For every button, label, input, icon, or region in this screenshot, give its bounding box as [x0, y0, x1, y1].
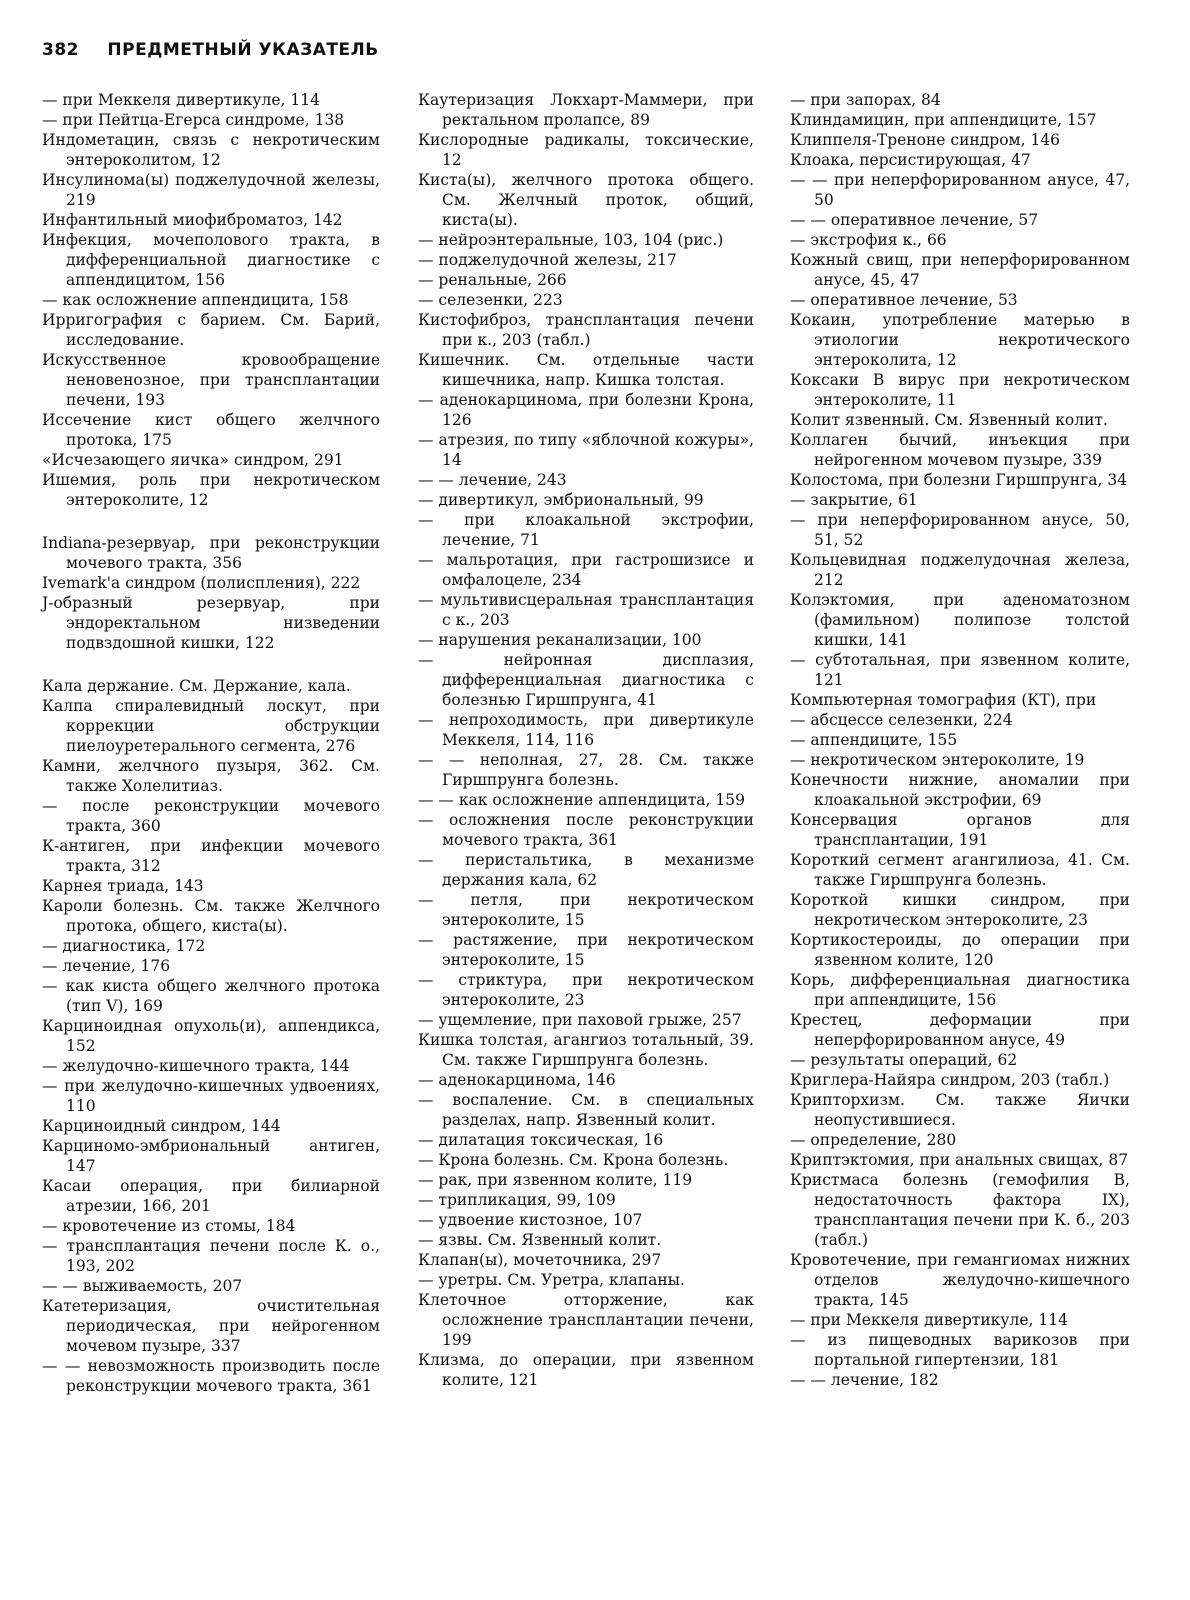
index-entry: Indiana-резервуар, при реконструкции мочевого тракта, 356 [42, 534, 380, 572]
index-entry: — из пищеводных варикозов при портальной гипертензии, 181 [790, 1331, 1130, 1369]
index-entry: Катетеризация, очистительная периодическая, при нейрогенном мочевом пузыре, 337 [42, 1297, 380, 1355]
index-entry: — — невозможность производить после реконструкции мочевого тракта, 361 [42, 1357, 380, 1395]
index-entry: «Исчезающего яичка» синдром, 291 [42, 451, 344, 469]
index-entry: — диагностика, 172 [42, 937, 206, 955]
running-header [42, 40, 379, 60]
index-entry: Иссечение кист общего желчного протока, 175 [42, 411, 380, 449]
index-entry: — нейронная дисплазия, дифференциальная диагностика с болезнью Гиршпрунга, 41 [418, 651, 754, 709]
index-entry: — рак, при язвенном колите, 119 [418, 1171, 693, 1189]
index-entry: Колит язвенный. См. Язвенный колит. [790, 411, 1108, 429]
index-entry: Криглера-Найяра синдром, 203 (табл.) [790, 1071, 1110, 1089]
index-entry: Карциноидный синдром, 144 [42, 1117, 281, 1135]
index-entry: — селезенки, 223 [418, 291, 563, 309]
index-entry: Короткой кишки синдром, при некротическом энтероколите, 23 [790, 891, 1130, 929]
index-entry: — воспаление. См. в специальных разделах, напр. Язвенный колит. [418, 1091, 754, 1129]
index-entry: — трипликация, 99, 109 [418, 1191, 616, 1209]
index-entry: Камни, желчного пузыря, 362. См. также Холелитиаз. [42, 757, 380, 795]
index-entry: Искусственное кровообращение неновенозное, при трансплантации печени, 193 [42, 351, 380, 409]
index-entry: — — неполная, 27, 28. См. также Гиршпрунга болезнь. [418, 751, 754, 789]
index-entry: Инфантильный миофиброматоз, 142 [42, 211, 343, 229]
index-entry: — как осложнение аппендицита, 158 [42, 291, 349, 309]
index-entry: — при клоакальной экстрофии, лечение, 71 [418, 511, 754, 549]
index-entry: Клапан(ы), мочеточника, 297 [418, 1251, 662, 1269]
index-entry: Крестец, деформации при неперфорированном анусе, 49 [790, 1011, 1130, 1049]
index-entry: Каутеризация Локхарт-Маммери, при ректальном пролапсе, 89 [418, 91, 754, 129]
index-entry: — язвы. См. Язвенный колит. [418, 1231, 662, 1249]
index-entry: — ренальные, 266 [418, 271, 567, 289]
index-entry: Ирригография с барием. См. Барий, исследование. [42, 311, 380, 349]
index-entry: Карциномо-эмбриональный антиген, 147 [42, 1137, 380, 1175]
index-entry: Колэктомия, при аденоматозном (фамильном) полипозе толстой кишки, 141 [790, 591, 1130, 649]
index-entry: Кольцевидная поджелудочная железа, 212 [790, 551, 1130, 589]
index-entry: — закрытие, 61 [790, 491, 918, 509]
index-entry: Индометацин, связь с некротическим энтероколитом, 12 [42, 131, 380, 169]
index-entry: Кортикостероиды, до операции при язвенном колите, 120 [790, 931, 1130, 969]
index-entry: Кислородные радикалы, токсические, 12 [418, 131, 754, 169]
index-entry: — — при неперфорированном анусе, 47, 50 [790, 171, 1130, 209]
index-entry: Кароли болезнь. См. также Желчного протока, общего, киста(ы). [42, 897, 380, 935]
index-column-2 [418, 90, 754, 1390]
index-entry: — результаты операций, 62 [790, 1051, 1018, 1069]
index-entry: — мальротация, при гастрошизисе и омфалоцеле, 234 [418, 551, 754, 589]
index-entry: — трансплантация печени после К. о., 193, 202 [42, 1237, 380, 1275]
index-entry: — при Меккеля дивертикуле, 114 [42, 91, 320, 109]
index-entry: — при Меккеля дивертикуле, 114 [790, 1311, 1068, 1329]
index-entry: — ущемление, при паховой грыже, 257 [418, 1011, 742, 1029]
index-entry: Киста(ы), желчного протока общего. См. Желчный проток, общий, киста(ы). [418, 171, 754, 229]
index-entry: Клеточное отторжение, как осложнение трансплантации печени, 199 [418, 1291, 754, 1349]
index-entry: Короткий сегмент агангилиоза, 41. См. также Гиршпрунга болезнь. [790, 851, 1130, 889]
index-entry: — абсцессе селезенки, 224 [790, 711, 1013, 729]
index-entry: — осложнения после реконструкции мочевого тракта, 361 [418, 811, 754, 849]
index-entry: — при желудочно-кишечных удвоениях, 110 [42, 1077, 380, 1115]
index-entry: — — лечение, 243 [418, 471, 567, 489]
index-entry: Крипторхизм. См. также Яички неопустившиеся. [790, 1091, 1130, 1129]
index-entry: Ivemark'a синдром (полиспления), 222 [42, 574, 361, 592]
index-entry: — после реконструкции мочевого тракта, 360 [42, 797, 380, 835]
index-entry: — перистальтика, в механизме держания кала, 62 [418, 851, 754, 889]
index-entry: — при запорах, 84 [790, 91, 941, 109]
index-entry: — — как осложнение аппендицита, 159 [418, 791, 745, 809]
index-entry: Инсулинома(ы) поджелудочной железы, 219 [42, 171, 380, 209]
index-entry: — желудочно-кишечного тракта, 144 [42, 1057, 350, 1075]
index-entry: Коллаген бычий, инъекция при нейрогенном мочевом пузыре, 339 [790, 431, 1130, 469]
index-entry: Ишемия, роль при некротическом энтероколите, 12 [42, 471, 380, 509]
index-entry: — оперативное лечение, 53 [790, 291, 1018, 309]
index-entry: — дилатация токсическая, 16 [418, 1131, 664, 1149]
index-entry: Клиппеля-Треноне синдром, 146 [790, 131, 1061, 149]
index-entry: Касаи операция, при билиарной атрезии, 166, 201 [42, 1177, 380, 1215]
index-entry: — — лечение, 182 [790, 1371, 939, 1389]
index-column-1 [42, 90, 380, 1396]
index-entry: Клоака, персистирующая, 47 [790, 151, 1031, 169]
index-entry: J-образный резервуар, при эндоректальном низведении подвздошной кишки, 122 [42, 594, 380, 652]
index-entry: — аденокарцинома, при болезни Крона, 126 [418, 391, 754, 429]
section-gap [42, 653, 380, 676]
index-entry: — мультивисцеральная трансплантация с к., 203 [418, 591, 754, 629]
index-entry: Кокаин, употребление матерью в этиологии некротического энтероколита, 12 [790, 311, 1130, 369]
index-entry: Колостома, при болезни Гиршпрунга, 34 [790, 471, 1128, 489]
index-entry: Коксаки В вирус при некротическом энтероколите, 11 [790, 371, 1130, 409]
index-entry: Кишечник. См. отдельные части кишечника, напр. Кишка толстая. [418, 351, 754, 389]
index-entry: — субтотальная, при язвенном колите, 121 [790, 651, 1130, 689]
index-entry: Кожный свищ, при неперфорированном анусе, 45, 47 [790, 251, 1130, 289]
index-entry: — — выживаемость, 207 [42, 1277, 243, 1295]
index-entry: — при Пейтца-Егерса синдроме, 138 [42, 111, 345, 129]
index-entry: К-антиген, при инфекции мочевого тракта, 312 [42, 837, 380, 875]
index-entry: — уретры. См. Уретра, клапаны. [418, 1271, 685, 1289]
index-entry: — растяжение, при некротическом энтероколите, 15 [418, 931, 754, 969]
index-entry: Кишка толстая, агангиоз тотальный, 39. См. также Гиршпрунга болезнь. [418, 1031, 754, 1069]
index-entry: Клизма, до операции, при язвенном колите, 121 [418, 1351, 754, 1389]
page-number: 382 [42, 40, 79, 60]
index-entry: Кистофиброз, трансплантация печени при к., 203 (табл.) [418, 311, 754, 349]
index-entry: Кристмаса болезнь (гемофилия В, недостаточность фактора IX), трансплантация печени при К. б., 203 (табл.) [790, 1171, 1130, 1249]
index-entry: — непроходимость, при дивертикуле Меккеля, 114, 116 [418, 711, 754, 749]
index-entry: — поджелудочной железы, 217 [418, 251, 677, 269]
index-entry: — при неперфорированном анусе, 50, 51, 52 [790, 511, 1130, 549]
index-entry: Клиндамицин, при аппендиците, 157 [790, 111, 1097, 129]
index-entry: — экстрофия к., 66 [790, 231, 947, 249]
index-entry: Кала держание. См. Держание, кала. [42, 677, 351, 695]
index-entry: — лечение, 176 [42, 957, 171, 975]
index-entry: Карциноидная опухоль(и), аппендикса, 152 [42, 1017, 380, 1055]
index-entry: Инфекция, мочеполового тракта, в дифференциальной диагностике с аппендицитом, 156 [42, 231, 380, 289]
index-entry: — аппендиците, 155 [790, 731, 958, 749]
index-entry: Конечности нижние, аномалии при клоакальной экстрофии, 69 [790, 771, 1130, 809]
index-entry: — Крона болезнь. См. Крона болезнь. [418, 1151, 729, 1169]
index-entry: — петля, при некротическом энтероколите, 15 [418, 891, 754, 929]
section-gap [42, 510, 380, 533]
index-entry: — стриктура, при некротическом энтероколите, 23 [418, 971, 754, 1009]
index-entry: — кровотечение из стомы, 184 [42, 1217, 296, 1235]
index-entry: — нейроэнтеральные, 103, 104 (рис.) [418, 231, 724, 249]
index-entry: Компьютерная томография (КТ), при [790, 691, 1097, 709]
index-entry: — нарушения реканализации, 100 [418, 631, 702, 649]
page-title: ПРЕДМЕТНЫЙ УКАЗАТЕЛЬ [107, 40, 379, 60]
index-entry: — дивертикул, эмбриональный, 99 [418, 491, 704, 509]
index-entry: — некротическом энтероколите, 19 [790, 751, 1085, 769]
index-entry: Кровотечение, при гемангиомах нижних отделов желудочно-кишечного тракта, 145 [790, 1251, 1130, 1309]
index-entry: — как киста общего желчного протока (тип V), 169 [42, 977, 380, 1015]
index-entry: — удвоение кистозное, 107 [418, 1211, 643, 1229]
index-entry: — атрезия, по типу «яблочной кожуры», 14 [418, 431, 754, 469]
index-entry: Корь, дифференциальная диагностика при аппендиците, 156 [790, 971, 1130, 1009]
index-entry: — аденокарцинома, 146 [418, 1071, 616, 1089]
index-entry: Калпа спиралевидный лоскут, при коррекции обструкции пиелоуретерального сегмента, 276 [42, 697, 380, 755]
index-entry: Криптэктомия, при анальных свищах, 87 [790, 1151, 1129, 1169]
index-entry: Карнея триада, 143 [42, 877, 204, 895]
index-entry: — определение, 280 [790, 1131, 957, 1149]
index-entry: Консервация органов для трансплантации, 191 [790, 811, 1130, 849]
index-column-3 [790, 90, 1130, 1390]
index-entry: — — оперативное лечение, 57 [790, 211, 1039, 229]
